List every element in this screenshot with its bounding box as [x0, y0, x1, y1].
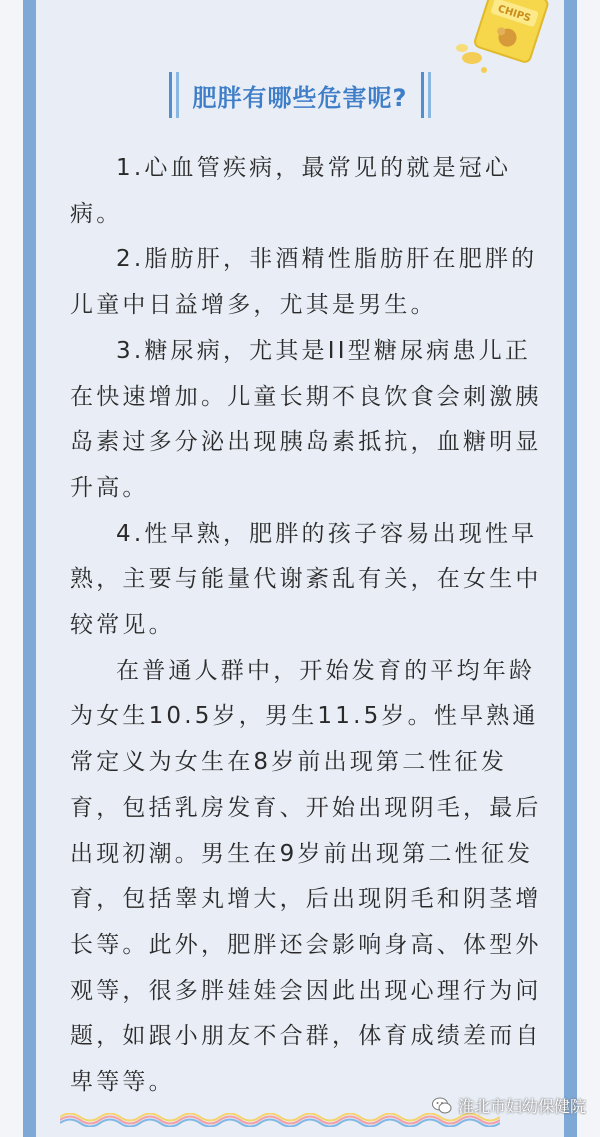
chips-bag-illustration	[440, 0, 550, 80]
paragraph: 2.脂肪肝，非酒精性脂肪肝在肥胖的儿童中日益增多，尤其是男生。	[70, 246, 538, 319]
paragraph: 3.糖尿病，尤其是II型糖尿病患儿正在快速增加。儿童长期不良饮食会刺激胰岛素过多分泌出现胰岛素抵抗，血糖明显升高。	[70, 337, 542, 501]
wechat-icon	[432, 1097, 452, 1115]
page-title: 肥胖有哪些危害呢?	[192, 83, 408, 112]
left-stripe	[23, 0, 36, 1137]
paragraph: 1.心血管疾病，最常见的就是冠心病。	[70, 155, 512, 227]
paragraph: 4.性早熟，肥胖的孩子容易出现性早熟，主要与能量代谢紊乱有关，在女生中较常见。	[70, 520, 542, 639]
watermark	[432, 1094, 586, 1117]
watermark-text: 淮北市妇幼保健院	[457, 1097, 586, 1116]
title-bars-left	[169, 72, 179, 118]
heading-row	[0, 72, 600, 118]
right-stripe	[564, 0, 577, 1137]
article-body	[70, 146, 542, 1106]
paragraph: 在普通人群中，开始发育的平均年龄为女生10.5岁，男生11.5岁。性早熟通常定义为女生在8岁前出现第二性征发育，包括乳房发育、开始出现阴毛，最后出现初潮。男生在9岁前出现第二性征发育，包括睾丸增大，后出现阴毛和阴茎增长等。此外，肥胖还会影响身高、体型外观等，很多胖娃娃会因此出现心理行为问题，如跟小朋友不合群，体育成绩差而自卑等等。	[70, 657, 542, 1096]
title-bars-right	[421, 72, 431, 118]
chips-label: CHIPS	[496, 3, 533, 25]
